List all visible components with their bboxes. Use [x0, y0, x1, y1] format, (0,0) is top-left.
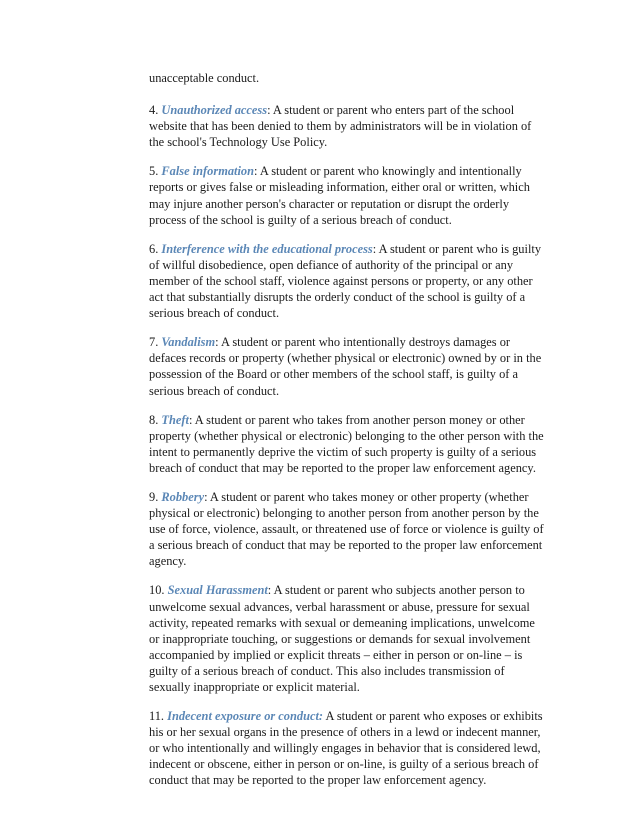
item-term: Indecent exposure or conduct: — [167, 709, 324, 724]
item-body: : A student or parent who intentionally destroys damages or defaces records or property (whether physical or electronic) owned by or in the possession of the Board or other members of the school staff, is guilty of a serious breach of conduct. — [149, 335, 542, 398]
item-body: : A student or parent who subjects another person to unwelcome sexual advances, verbal harassment or abuse, pressure for sexual activity, repeated remarks with sexual or demeaning implications, unwelcome or inappropriate touching, or suggestions or demands for sexual involvement accompanied by implied or explicit threats – either in person or on-line – is guilty of a serious breach of conduct. This also includes transmission of sexually inappropriate or explicit material. — [149, 583, 535, 694]
item-number: 4. — [149, 103, 159, 118]
policy-item-11 — [149, 708, 545, 788]
policy-item-8 — [149, 412, 545, 476]
item-body: A student or parent who exposes or exhibits his or her sexual organs in the presence of others in a lewd or indecent manner, or who intentionally and willingly engages in behavior that is considered lewd, indecent or obscene, either in person or on-line, is guilty of a serious breach of conduct that may be reported to the proper law enforcement agency. — [149, 709, 543, 788]
policy-item-6 — [149, 241, 545, 321]
item-number: 8. — [149, 412, 159, 427]
policy-item-5 — [149, 163, 545, 227]
item-term: Unauthorized access — [161, 103, 268, 118]
item-term: Theft — [161, 412, 189, 427]
item-number: 11. — [149, 709, 165, 724]
policy-item-4 — [149, 102, 545, 150]
item-term: Interference with the educational process — [161, 241, 373, 256]
item-number: 7. — [149, 335, 159, 350]
continued-text: unacceptable conduct. — [149, 71, 260, 85]
item-number: 5. — [149, 164, 159, 179]
item-number: 6. — [149, 241, 159, 256]
policy-item-10 — [149, 582, 545, 695]
item-term: False information — [161, 164, 255, 179]
item-body: : A student or parent who is guilty of willful disobedience, open defiance of authority of the principal or any member of the school staff, violence against persons or property, or any other act that substantially disrupts the orderly conduct of the school is guilty of a serious breach of conduct. — [149, 241, 542, 321]
item-number: 10. — [149, 583, 165, 598]
item-body: : A student or parent who takes from another person money or other property (whether physical or electronic) belonging to the other person with the intent to permanently deprive the victim of such property is guilty of a serious breach of conduct that may be reported to the proper law enforcement agency. — [149, 412, 544, 475]
policy-item-7 — [149, 334, 545, 398]
item-term: Sexual Harassment — [167, 583, 268, 598]
item-body: : A student or parent who knowingly and intentionally reports or gives false or misleading information, either oral or written, which may injure another person's character or reputation or disrupt the orderly process of the school is guilty of a serious breach of conduct. — [149, 164, 530, 227]
policy-item-9 — [149, 489, 545, 569]
item-number: 9. — [149, 489, 159, 504]
item-body: : A student or parent who enters part of the school website that has been denied to them by administrators will be in violation of the school's Technology Use Policy. — [149, 103, 532, 150]
item-body: : A student or parent who takes money or other property (whether physical or electronic) belonging to another person from another person by the use of force, violence, assault, or threatened use of force or violence is guilty of a serious breach of conduct that may be reported to the proper law enforcement agency. — [149, 489, 544, 569]
item-term: Vandalism — [161, 335, 216, 350]
document-body — [149, 70, 545, 802]
item-term: Robbery — [161, 489, 205, 504]
